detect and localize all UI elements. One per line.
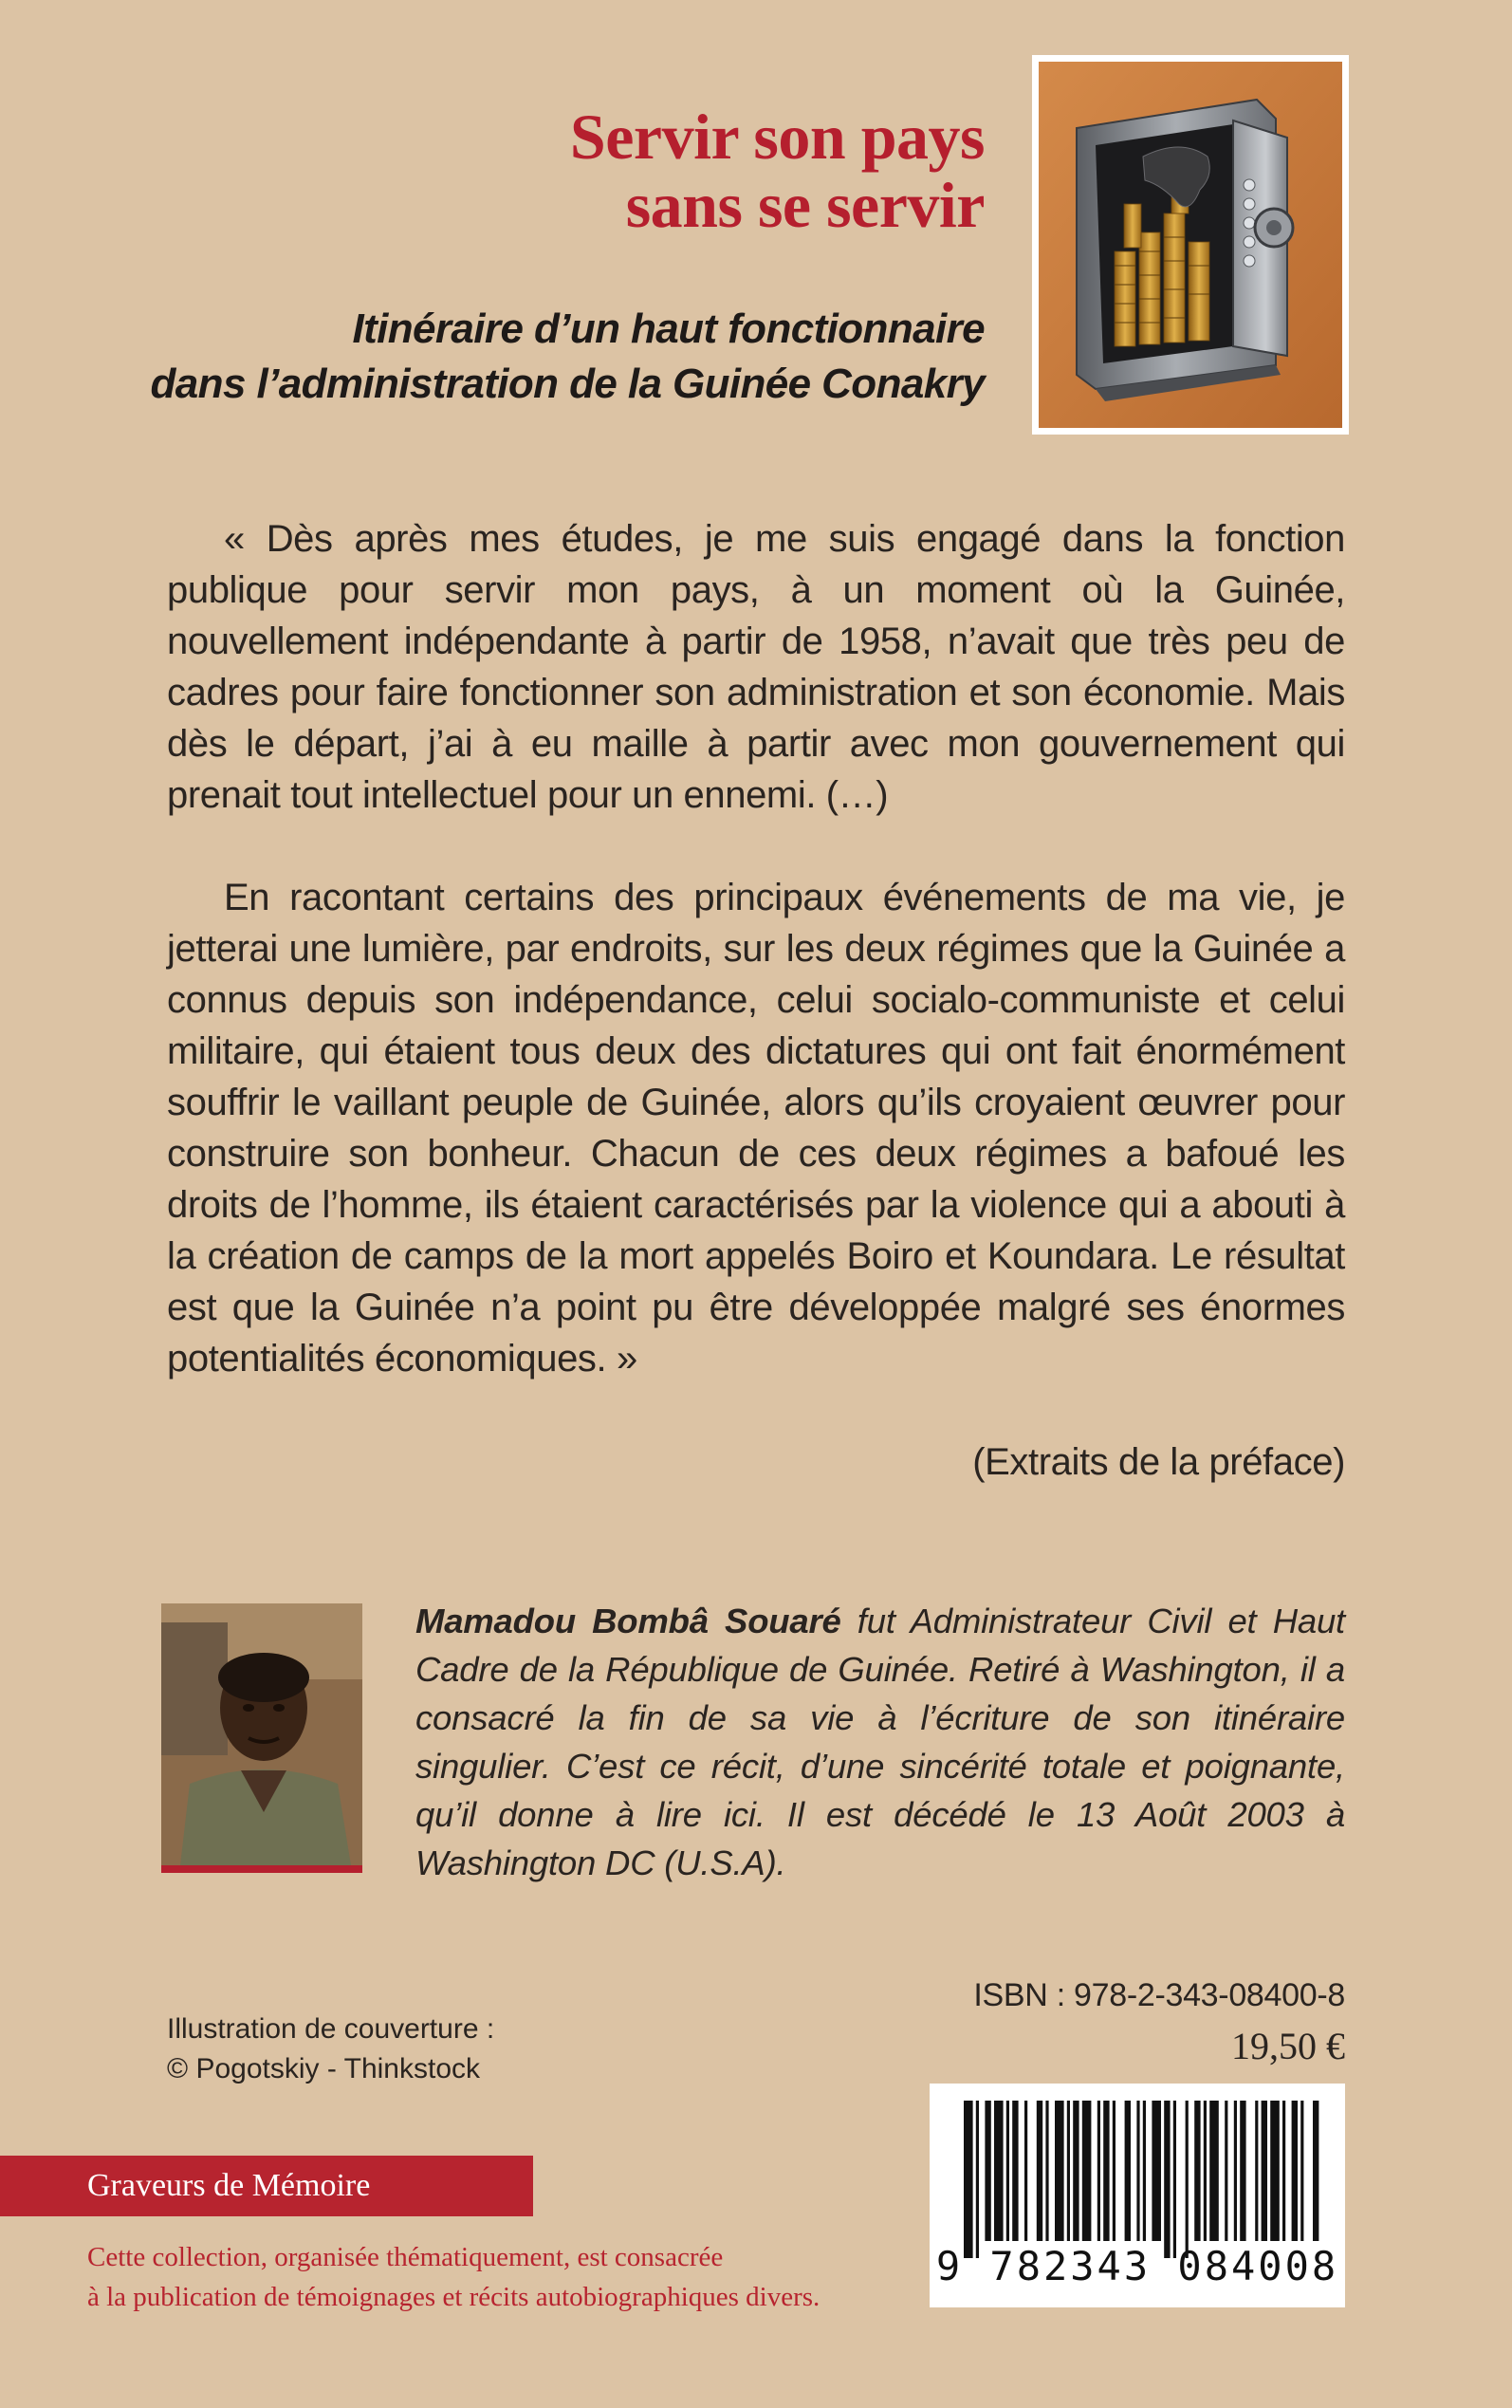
barcode-bar	[1194, 2101, 1200, 2241]
barcode-bar	[985, 2101, 990, 2241]
collection-description-line-1: Cette collection, organisée thématiquement, est consacrée	[87, 2242, 724, 2272]
barcode-bar	[1209, 2101, 1219, 2241]
credit-line-2: © Pogotskiy - Thinkstock	[167, 2053, 480, 2084]
barcode-bar	[1097, 2101, 1100, 2241]
barcode-bar	[1125, 2101, 1131, 2241]
subtitle-line-1: Itinéraire d’un haut fonctionnaire	[352, 306, 985, 352]
barcode-bar	[1234, 2101, 1237, 2241]
barcode-bar	[1073, 2101, 1079, 2241]
cover-illustration	[1032, 55, 1349, 435]
barcode-bar	[1136, 2101, 1139, 2241]
barcode-bar	[1113, 2101, 1116, 2241]
barcode-bar	[1024, 2101, 1027, 2241]
isbn: ISBN : 978-2-343-08400-8	[973, 1977, 1345, 2013]
collection-description-line-2: à la publication de témoignages et récits autobiographiques divers.	[87, 2282, 821, 2312]
author-bio	[415, 1597, 1345, 1887]
illustration-credit	[167, 2010, 494, 2089]
title-line-1: Servir son pays	[569, 101, 985, 173]
barcode-bar	[1012, 2101, 1018, 2241]
barcode-bar	[1055, 2101, 1064, 2241]
barcode-bar	[1037, 2101, 1042, 2241]
barcode-bar	[1173, 2101, 1176, 2258]
barcode-bar	[1240, 2101, 1245, 2241]
barcode-bar	[976, 2101, 979, 2258]
barcode-bar	[1045, 2101, 1048, 2241]
barcode-bar	[1204, 2101, 1207, 2241]
author-portrait-icon	[161, 1603, 362, 1873]
book-title	[131, 102, 985, 239]
barcode-bar	[1143, 2101, 1146, 2241]
barcode-bar	[1164, 2101, 1170, 2258]
preface-source: (Extraits de la préface)	[972, 1441, 1345, 1483]
barcode-bar	[1103, 2101, 1109, 2241]
barcode-bar	[1006, 2101, 1009, 2241]
barcode-bar	[994, 2101, 1004, 2241]
barcode-bar	[964, 2101, 973, 2258]
barcode-bar	[1313, 2101, 1318, 2241]
barcode-bar	[1067, 2101, 1070, 2241]
barcode-digits: 9 782343 084008	[935, 2243, 1339, 2289]
barcode-bar	[1262, 2101, 1267, 2241]
barcode-bar	[1082, 2101, 1092, 2241]
author-bio-text: fut Administrateur Civil et Haut Cadre de la République de Guinée. Retiré à Washington, il a consacré la fin de sa vie à l’écriture de son itinéraire singulier. C’est ce récit, d’une sincérité totale et poignante, qu’il donne à lire ici. Il est décédé le 13 Août 2003 à Washington DC (U.S.A).	[415, 1602, 1345, 1882]
barcode-bar	[1186, 2101, 1189, 2258]
preface-paragraph-2: En racontant certains des principaux événements de ma vie, je jetterai une lumière, par endroits, sur les deux régimes que la Guinée a connus depuis son indépendance, celui socialo-communiste et celui militaire, qui étaient tous deux des dictatures qui ont fait énormément souffrir le vaillant peuple de Guinée, alors qu’ils croyaient œuvrer pour construire son bonheur. Chacun de ces deux régimes a bafoué les droits de l’homme, ils étaient caractérisés par la violence qui a abouti à la création de camps de la mort appelés Boiro et Koundara. Le résultat est que la Guinée n’a point pu être développée malgré ses énormes potentialités économiques. »	[167, 877, 1345, 1380]
barcode-bar	[1292, 2101, 1298, 2241]
preface-paragraph-1: « Dès après mes études, je me suis engagé dans la fonction publique pour servir mon pays, à un moment où la Guinée, nouvellement indépendante à partir de 1958, n’avait que très peu de cadres pour faire fonctionner son administration et son économie. Mais dès le départ, j’ai à eu maille à partir avec mon gouvernement qui prenait tout intellectuel pour un ennemi. (…)	[167, 518, 1345, 816]
price: 19,50 €	[1231, 2025, 1345, 2067]
title-line-2: sans se servir	[625, 169, 985, 241]
author-name: Mamadou Bombâ Souaré	[415, 1602, 841, 1640]
book-subtitle	[0, 302, 985, 412]
safe-with-gold-coins-icon	[1039, 62, 1342, 428]
barcode-bar	[1255, 2101, 1258, 2241]
barcode-bar	[1152, 2101, 1161, 2241]
barcode-bar	[1282, 2101, 1285, 2241]
barcode-bar	[1270, 2101, 1280, 2241]
subtitle-line-2: dans l’administration de la Guinée Conakry	[150, 361, 985, 407]
collection-description	[87, 2237, 903, 2317]
collection-name: Graveurs de Mémoire	[0, 2156, 533, 2216]
author-photo	[161, 1603, 362, 1873]
barcode-bar	[1300, 2101, 1303, 2241]
barcode-bar	[1225, 2101, 1227, 2241]
credit-line-1: Illustration de couverture :	[167, 2013, 495, 2045]
